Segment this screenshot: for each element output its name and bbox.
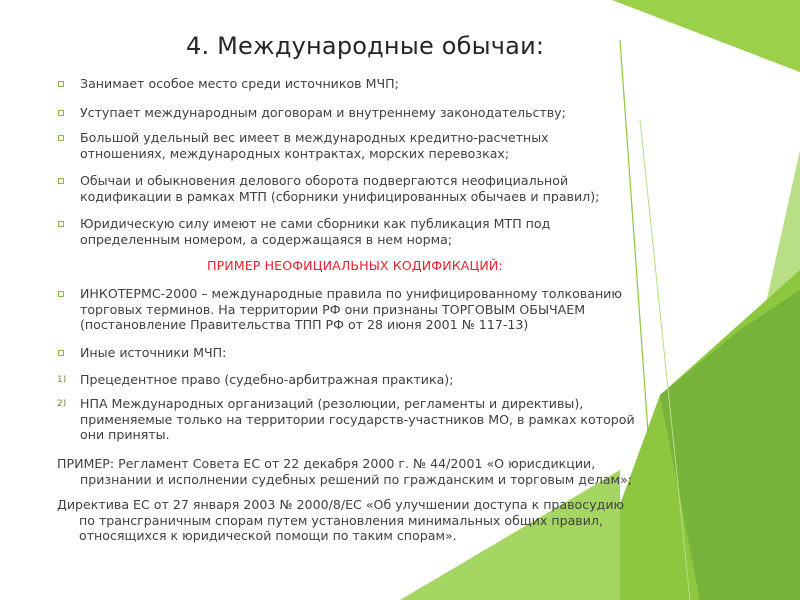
list-item-line: Уступает международным договорам и внутреннему законодательству; xyxy=(80,105,566,120)
example-1-line-1: ПРИМЕР: Регламент Совета ЕС от 22 декабря 2000 г. № 44/2001 «О юрисдикции, xyxy=(57,456,596,471)
list-item xyxy=(57,345,657,361)
square-bullet-icon xyxy=(58,178,64,184)
list-item-line: отношениях, международных контрактах, морских перевозках; xyxy=(80,145,510,161)
example-paragraph-1 xyxy=(57,456,632,487)
square-bullet-icon xyxy=(58,221,64,227)
list-item-line: кодификации в рамках МТП (сборники унифицированных обычаев и правил); xyxy=(80,188,600,204)
example-1-line-2: признании и исполнении судебных решений по гражданским и торговым делам»; xyxy=(80,471,632,487)
list-item xyxy=(57,396,657,443)
square-bullet-icon xyxy=(58,350,64,356)
list-item xyxy=(57,286,657,333)
list-item xyxy=(57,130,657,161)
list-item-line: Прецедентное право (судебно-арбитражная практика); xyxy=(80,372,454,387)
example-2-line-2: по трансграничным спорам путем установления минимальных общих правил, xyxy=(79,512,603,528)
list-item-line: применяемые только на территории государств-участников МО, в рамках которой xyxy=(80,411,635,427)
list-item-line: Иные источники МЧП: xyxy=(80,345,227,360)
square-bullet-icon xyxy=(58,135,64,141)
list-number: 2) xyxy=(57,399,67,409)
list-item xyxy=(57,173,657,204)
list-item xyxy=(57,372,657,388)
square-bullet-icon xyxy=(58,110,64,116)
example-paragraph-2 xyxy=(57,497,624,544)
list-item xyxy=(57,216,657,247)
subheading-example: ПРИМЕР НЕОФИЦИАЛЬНЫХ КОДИФИКАЦИЙ: xyxy=(207,258,503,273)
square-bullet-icon xyxy=(58,81,64,87)
list-number: 1) xyxy=(57,375,67,385)
list-item-line: ИНКОТЕРМС-2000 – международные правила по унифицированному толкованию xyxy=(80,286,622,301)
list-item-line: НПА Международных организаций (резолюции, регламенты и директивы), xyxy=(80,396,584,411)
list-item-line: торговых терминов. На территории РФ они признаны ТОРГОВЫМ ОБЫЧАЕМ xyxy=(80,301,586,317)
list-item-line: Обычаи и обыкновения делового оборота подвергаются неофициальной xyxy=(80,173,569,188)
square-bullet-icon xyxy=(58,291,64,297)
list-item xyxy=(57,105,657,121)
list-item-line: Большой удельный вес имеет в международных кредитно-расчетных xyxy=(80,130,549,145)
list-item-line: Занимает особое место среди источников МЧП; xyxy=(80,76,399,91)
list-item-line: Юридическую силу имеют не сами сборники как публикация МТП под xyxy=(80,216,551,231)
example-2-line-1: Директива ЕС от 27 января 2003 № 2000/8/ЕС «Об улучшении доступа к правосудию xyxy=(57,497,625,512)
example-2-line-3: относящихся к юридической помощи по таким спорам». xyxy=(79,528,457,543)
list-item xyxy=(57,76,657,92)
list-item-line: (постановление Правительства ТПП РФ от 28 июня 2001 № 117-13) xyxy=(80,317,529,332)
list-item-line: определенным номером, а содержащаяся в нем норма; xyxy=(80,231,453,247)
slide-title: 4. Международные обычаи: xyxy=(186,32,545,60)
list-item-line: они приняты. xyxy=(80,427,170,442)
